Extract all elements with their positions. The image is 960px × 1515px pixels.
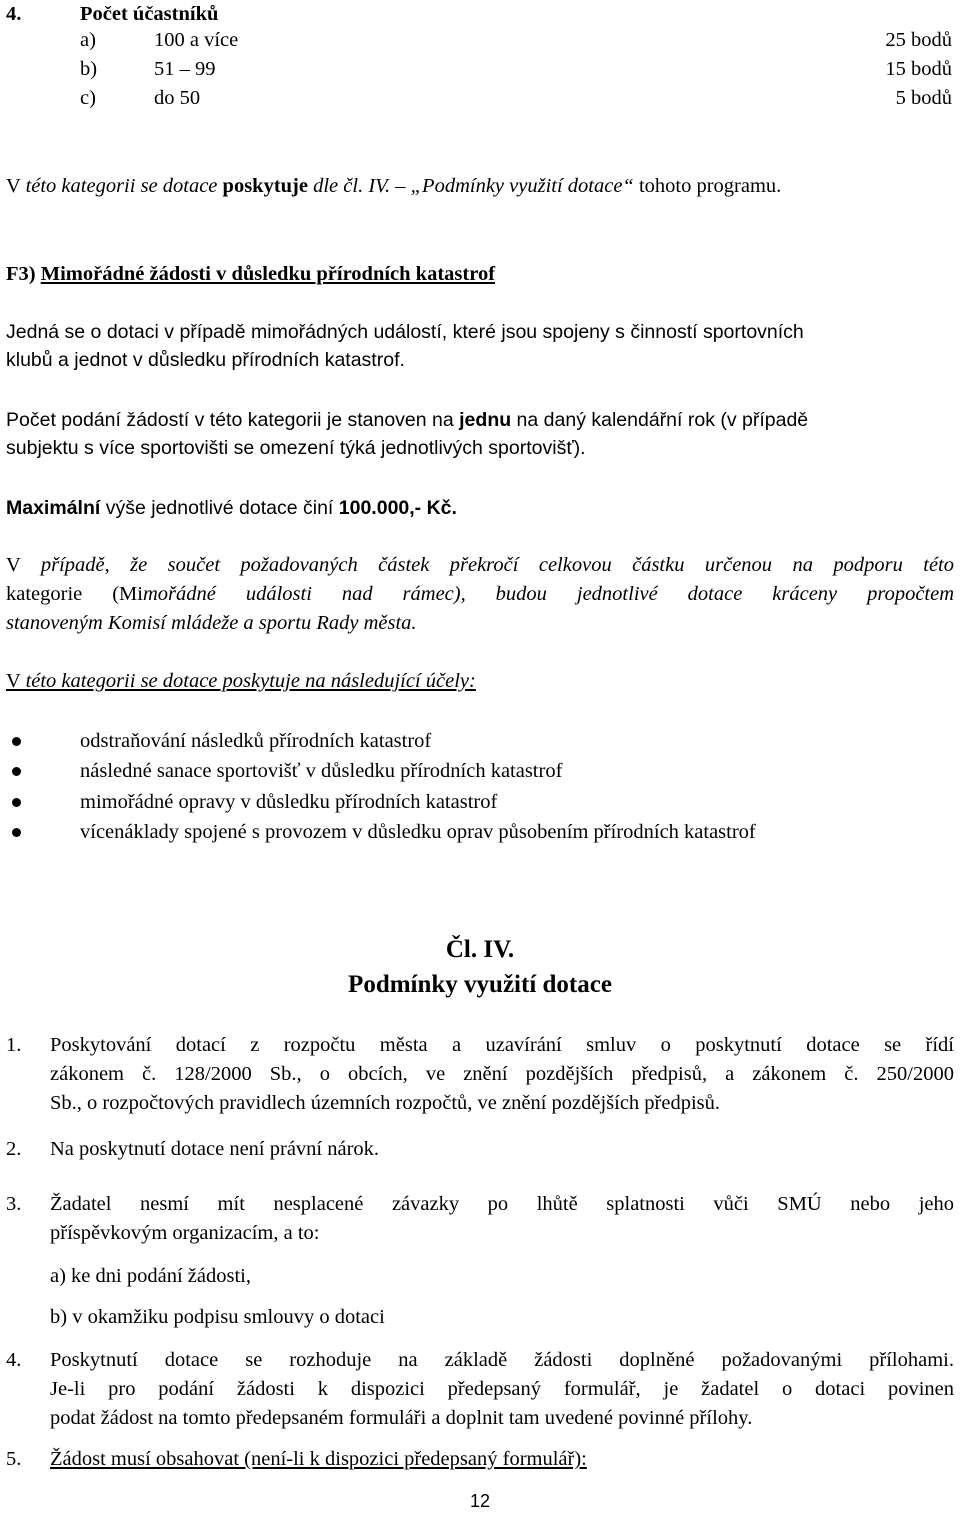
- f3-intro-line2: klubů a jednot v důsledku přírodních katastrof.: [6, 349, 405, 371]
- row-range-b: 51 – 99: [154, 58, 216, 80]
- item4-line2: Je-li pro podání žádosti k dispozici předepsaný formulář, je žadatel o dotaci povinen: [50, 1378, 954, 1400]
- item3-line1: Žadatel nesmí mít nesplacené závazky po lhůtě splatnosti vůči SMÚ nebo jeho: [50, 1193, 954, 1215]
- purpose-item: odstraňování následků přírodních katastrof: [80, 730, 432, 752]
- max-amount: 100.000,- Kč.: [338, 497, 457, 519]
- f3-reduction-line2: [6, 580, 954, 609]
- note-bold: poskytuje: [222, 175, 308, 197]
- max-part: výše jednotlivé dotace činí: [100, 497, 339, 519]
- f3-title: Mimořádné žádosti v důsledku přírodních katastrof: [40, 263, 496, 285]
- article-number: Čl. IV.: [445, 936, 515, 963]
- bullet-icon: [12, 767, 21, 776]
- note-part: dle čl. IV. – „Podmínky využití dotace“: [307, 175, 639, 197]
- page-number: 12: [470, 1491, 491, 1511]
- item-number: 3.: [6, 1193, 22, 1215]
- reduction-part: případě, že součet požadovaných částek překročí celkovou částku určenou na podporu této: [40, 554, 955, 576]
- item1-line1: Poskytování dotací z rozpočtu města a uzavírání smluv o poskytnutí dotace se řídí: [50, 1034, 954, 1056]
- reduction-part: V: [6, 554, 41, 576]
- count-part: na daný kalendářní rok (v případě: [511, 409, 809, 431]
- row-points-b: 15 bodů: [885, 58, 952, 80]
- bullet-icon: [12, 828, 21, 837]
- article-title: Podmínky využití dotace: [348, 971, 612, 998]
- row-points-c: 5 bodů: [895, 87, 952, 109]
- section-title: Počet účastníků: [80, 3, 219, 25]
- item-number: 1.: [6, 1034, 22, 1056]
- f3-reduction-line1: [6, 551, 954, 580]
- row-points-a: 25 bodů: [885, 29, 952, 51]
- count-part: Počet podání žádostí v této kategorii je stanoven na: [6, 409, 460, 431]
- item4-line3: podat žádost na tomto předepsaném formuláři a doplnit tam uvedené povinné přílohy.: [50, 1407, 753, 1429]
- item4-line1: Poskytnutí dotace se rozhoduje na základě žádosti doplněné požadovanými přílohami.: [50, 1349, 954, 1371]
- item3-sub-b: b) v okamžiku podpisu smlouvy o dotaci: [50, 1306, 385, 1328]
- note-part: tohoto programu.: [638, 175, 782, 197]
- item3-line2: příspěvkovým organizacím, a to:: [50, 1222, 320, 1244]
- row-range-a: 100 a více: [154, 29, 239, 51]
- item2-line1: Na poskytnutí dotace není právní nárok.: [50, 1138, 380, 1160]
- note-part: V: [6, 175, 26, 197]
- f3-purposes-heading: [6, 667, 476, 696]
- reduction-part: kategorie (Mi: [6, 583, 143, 605]
- count-bold: jednu: [459, 409, 512, 431]
- purposes-part: této kategorii se dotace poskytuje na následující účely:: [25, 670, 476, 692]
- purpose-item: mimořádné opravy v důsledku přírodních katastrof: [80, 791, 498, 813]
- purposes-part: V: [6, 670, 26, 692]
- row-letter-a: a): [80, 29, 96, 51]
- reduction-part: mořádné události nad rámec), budou jednotlivé dotace kráceny propočtem: [142, 583, 955, 605]
- section-number: 4.: [6, 3, 22, 25]
- f3-reduction-line3: stanoveným Komisí mládeže a sportu Rady města.: [6, 612, 417, 634]
- purpose-item: vícenáklady spojené s provozem v důsledku oprav působením přírodních katastrof: [80, 821, 756, 843]
- item3-sub-a: a) ke dni podání žádosti,: [50, 1265, 251, 1287]
- item-number: 2.: [6, 1138, 22, 1160]
- bullet-icon: [12, 798, 21, 807]
- f3-intro-line1: Jedná se o dotaci v případě mimořádných událostí, které jsou spojeny s činností sportovních: [6, 321, 804, 343]
- item1-line3: Sb., o rozpočtových pravidlech územních rozpočtů, ve znění pozdějších předpisů.: [50, 1092, 721, 1114]
- f3-count-line1: [6, 406, 808, 435]
- f3-heading: [6, 260, 495, 289]
- row-letter-b: b): [80, 58, 98, 80]
- row-range-c: do 50: [154, 87, 201, 109]
- item1-line2: zákonem č. 128/2000 Sb., o obcích, ve znění pozdějších předpisů, a zákonem č. 250/2000: [50, 1063, 954, 1085]
- note-part: této kategorii se dotace: [25, 175, 223, 197]
- item-number: 4.: [6, 1349, 22, 1371]
- bullet-icon: [12, 737, 21, 746]
- f3-max-amount: [6, 494, 457, 523]
- section4-note: [6, 172, 781, 201]
- f3-prefix: F3): [6, 263, 41, 285]
- purpose-item: následné sanace sportovišť v důsledku přírodních katastrof: [80, 760, 563, 782]
- item-number: 5.: [6, 1448, 22, 1470]
- row-letter-c: c): [80, 87, 96, 109]
- f3-count-line2: subjektu s více sportovišti se omezení týká jednotlivých sportovišť).: [6, 437, 586, 459]
- item5-line1: Žádost musí obsahovat (není-li k dispozici předepsaný formulář):: [50, 1448, 587, 1470]
- max-bold: Maximální: [6, 497, 101, 519]
